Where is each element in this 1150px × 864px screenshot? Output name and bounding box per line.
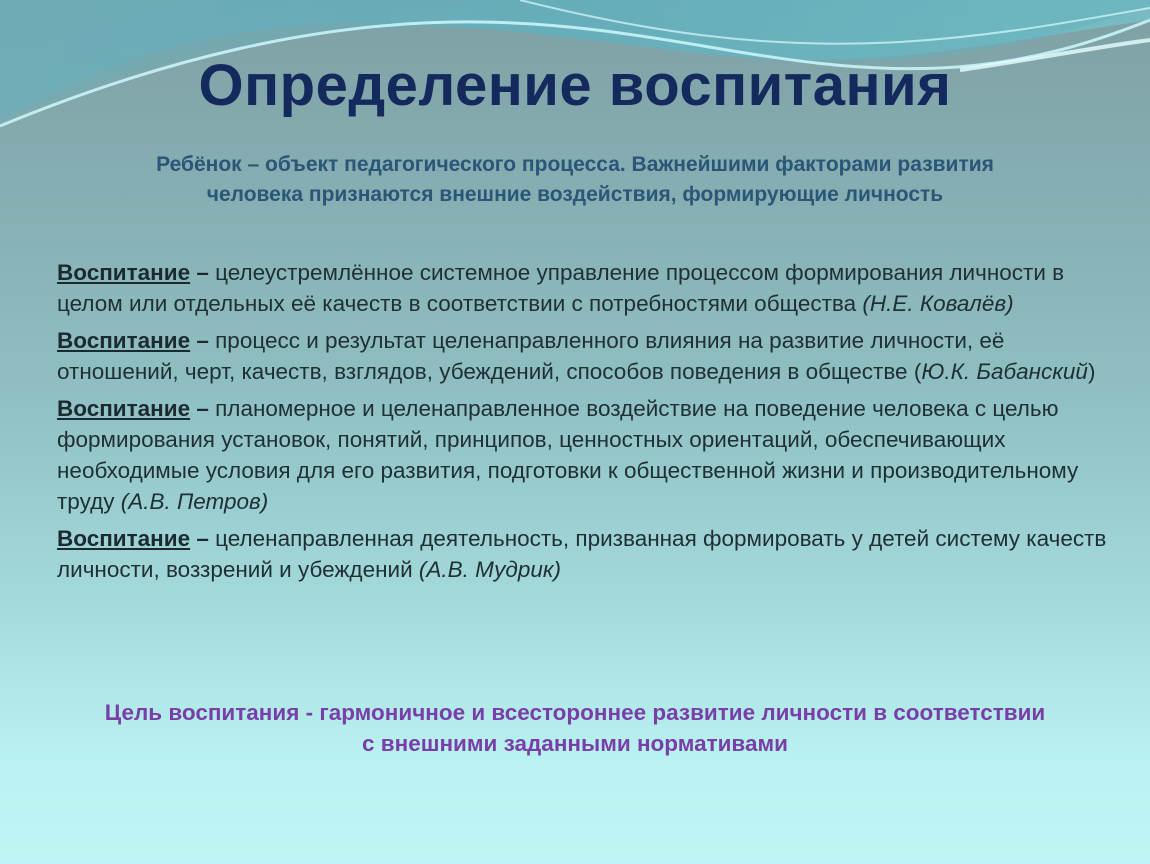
definitions-list [57,257,1117,591]
definition-text: целеустремлённое системное управление процессом формирования личности в целом или отдельных её качеств в соответствии с потребностями общества [57,260,1065,316]
definition-term: Воспитание [57,526,191,551]
definition-mudrik [57,523,1117,585]
definition-author: (А.В. Петров) [120,489,269,514]
definition-term: Воспитание [57,260,191,285]
goal-line: Цель воспитания - гармоничное и всестороннее развитие личности в соответствии [104,700,1046,725]
subtitle-line: человека признаются внешние воздействия, формирующие личность [206,183,944,206]
definition-term: Воспитание [57,328,191,353]
definition-kovalev [57,257,1117,319]
subtitle [60,150,1090,210]
definition-dash: – [190,260,209,285]
definition-author: (Н.Е. Ковалёв) [862,291,1014,316]
definition-babansky [57,325,1117,387]
goal-statement [40,697,1110,759]
definition-text: целенаправленная деятельность, призванная формировать у детей систему качеств личности, воззрений и убеждений [57,526,1107,582]
definition-petrov [57,393,1117,517]
definition-tail: ) [1087,359,1096,384]
definition-text: планомерное и целенаправленное воздействие на поведение человека с целью формирования установок, понятий, принципов, ценностных ориентаций, обеспечивающих необходимые условия для его развития, подготовки к общественной жизни и производительному труду [57,396,1079,514]
definition-author: Ю.К. Бабанский [921,359,1088,384]
definition-dash: – [190,328,209,353]
goal-line: с внешними заданными нормативами [362,731,788,756]
definition-term: Воспитание [57,396,191,421]
definition-dash: – [190,526,209,551]
definition-text: процесс и результат целенаправленного влияния на развитие личности, её отношений, черт, качеств, взглядов, убеждений, способов поведения в обществе ( [57,328,1005,384]
definition-author: (А.В. Мудрик) [418,557,561,582]
definition-dash: – [190,396,209,421]
subtitle-line: Ребёнок – объект педагогического процесса. Важнейшими факторами развития [156,153,994,176]
page-title: Определение воспитания [198,53,952,118]
